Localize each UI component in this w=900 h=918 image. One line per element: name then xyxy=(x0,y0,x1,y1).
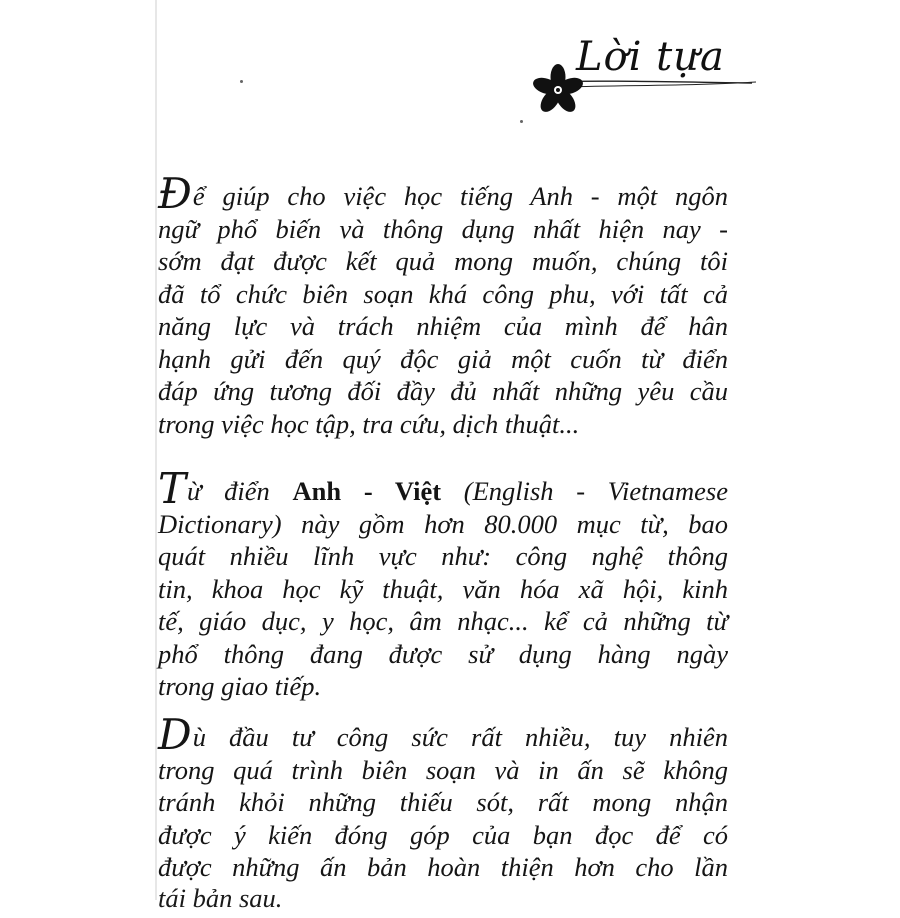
text-line: trong quá trình biên soạn và in ấn sẽ không xyxy=(158,754,728,785)
text-line: tin, khoa học kỹ thuật, văn hóa xã hội, kinh xyxy=(158,573,728,604)
text-line: Từ điển Anh - Việt (English - Vietnamese xyxy=(158,464,728,513)
text-line: sớm đạt được kết quả mong muốn, chúng tôi xyxy=(158,246,728,276)
preface-title: Lời tựa xyxy=(576,34,725,80)
text-line: tế, giáo dục, y học, âm nhạc... kể cả những từ xyxy=(158,606,728,636)
text-line: hạnh gửi đến quý độc giả một cuốn từ điển xyxy=(158,343,728,374)
print-speck xyxy=(520,120,523,123)
text-line: Dù đầu tư công sức rất nhiều, tuy nhiên xyxy=(158,710,728,759)
text-line: đã tổ chức biên soạn khá công phu, với tất cả xyxy=(158,278,728,309)
text-line: năng lực và trách nhiệm của mình để hân xyxy=(158,311,728,341)
paragraph-closing xyxy=(158,710,728,884)
text-line: Để giúp cho việc học tiếng Anh - một ngôn xyxy=(158,169,728,218)
text-line: được ý kiến đóng góp của bạn đọc để có xyxy=(158,819,728,850)
text-line: trong giao tiếp. xyxy=(158,671,322,701)
print-speck xyxy=(240,80,243,83)
page-edge-line xyxy=(155,0,157,900)
preface-header xyxy=(526,22,766,122)
drop-cap: Đ xyxy=(158,169,192,218)
drop-cap: T xyxy=(158,464,187,513)
text-line: trong việc học tập, tra cứu, dịch thuật... xyxy=(158,408,580,439)
text-line: quát nhiều lĩnh vực như: công nghệ thông xyxy=(158,541,728,571)
text-line: phổ thông đang được sử dụng hàng ngày xyxy=(158,638,728,669)
paragraph-dictionary xyxy=(158,464,728,703)
text-line: tránh khỏi những thiếu sót, rất mong nhận xyxy=(158,787,728,817)
dictionary-name: Anh - Việt xyxy=(292,476,442,506)
drop-cap: D xyxy=(158,710,192,759)
text-line: tái bản sau. xyxy=(158,883,283,913)
paragraph-intro xyxy=(158,169,728,440)
text-line: được những ấn bản hoàn thiện hơn cho lần xyxy=(158,852,728,882)
text-line: đáp ứng tương đối đầy đủ nhất những yêu cầu xyxy=(158,376,728,406)
cut-off-line xyxy=(158,883,458,913)
text-line: Dictionary) này gồm hơn 80.000 mục từ, bao xyxy=(158,508,728,539)
text-line: ngữ phổ biến và thông dụng nhất hiện nay - xyxy=(158,213,728,244)
